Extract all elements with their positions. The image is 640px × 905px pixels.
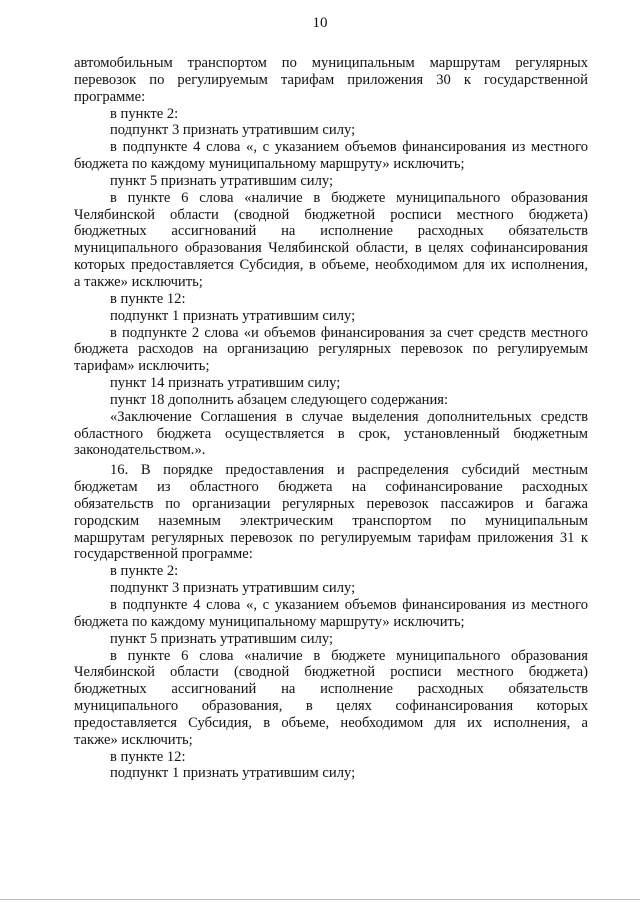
text-line: в пункте 6 слова «наличие в бюджете муниципального образования [110, 189, 588, 206]
text-line: бюджета по каждому муниципальному маршруту» исключить; [74, 156, 465, 173]
text-line: бюджета расходов на организацию регулярных перевозок по регулируемым [74, 341, 588, 358]
text-line: «Заключение Соглашения в случае выделения дополнительных средств [110, 408, 588, 425]
text-line: программе: [74, 88, 146, 105]
text-line: перевозок по регулируемым тарифам приложения 30 к государственной [74, 71, 588, 88]
text-line: пункт 18 дополнить абзацем следующего содержания: [110, 391, 449, 408]
text-line: бюджета по каждому муниципальному маршруту» исключить; [74, 613, 465, 630]
text-line: законодательством.». [74, 442, 206, 459]
text-line: пункт 5 признать утратившим силу; [110, 172, 334, 189]
body-text [74, 55, 588, 782]
text-line: государственной программе: [74, 546, 253, 563]
text-line: подпункт 1 признать утратившим силу; [110, 765, 356, 782]
text-line: также» исключить; [74, 731, 193, 748]
text-line: городским наземным электрическим транспортом по муниципальным [74, 512, 588, 529]
text-line: в пункте 2: [110, 563, 179, 580]
text-line: в пункте 6 слова «наличие в бюджете муниципального образования [110, 647, 588, 664]
text-line: в подпункте 4 слова «, с указанием объемов финансирования из местного [110, 597, 588, 613]
text-line: Челябинской области (сводной бюджетной росписи местного бюджета) [74, 206, 588, 223]
page-number: 10 [312, 15, 328, 31]
text-line: бюджетных ассигнований на исполнение расходных обязательств [74, 223, 588, 240]
text-line: а также» исключить; [74, 273, 203, 290]
text-line: автомобильным транспортом по муниципальным маршрутам регулярных [74, 55, 588, 71]
text-line: предоставляется Субсидия, в объеме, необходимом для их исполнения, а [74, 714, 588, 731]
text-line: тарифам» исключить; [74, 358, 210, 375]
text-line: бюджетам из областного бюджета на софинансирование расходных [74, 479, 588, 496]
text-line: областного бюджета осуществляется в срок, установленный бюджетным [74, 425, 588, 442]
text-line: пункт 14 признать утратившим силу; [110, 375, 341, 392]
text-line: пункт 5 признать утратившим силу; [110, 630, 334, 647]
text-line: бюджетных ассигнований на исполнение расходных обязательств [74, 681, 588, 698]
text-line: муниципального образования, в целях софинансирования которых [74, 698, 588, 715]
text-line: в подпункте 2 слова «и объемов финансирования за счет средств местного [110, 324, 588, 341]
text-line: 16. В порядке предоставления и распределения субсидий местным [110, 462, 588, 479]
text-line: муниципального образования Челябинской области, в целях софинансирования [74, 240, 588, 257]
text-line: в пункте 12: [110, 290, 186, 307]
text-line: подпункт 1 признать утратившим силу; [110, 307, 356, 324]
text-line: Челябинской области (сводной бюджетной росписи местного бюджета) [74, 664, 588, 681]
text-line: в пункте 2: [110, 105, 179, 122]
text-line: подпункт 3 признать утратившим силу; [110, 580, 356, 597]
text-line: в подпункте 4 слова «, с указанием объемов финансирования из местного [110, 139, 588, 156]
text-line: обязательств по организации регулярных перевозок пассажиров и багажа [74, 495, 588, 512]
text-line: которых предоставляется Субсидия, в объеме, необходимом для их исполнения, [74, 257, 588, 274]
text-line: маршрутам регулярных перевозок по регулируемым тарифам приложения 31 к [74, 529, 588, 546]
page-bottom-edge [0, 899, 640, 900]
text-line: в пункте 12: [110, 748, 186, 765]
text-line: подпункт 3 признать утратившим силу; [110, 122, 356, 139]
